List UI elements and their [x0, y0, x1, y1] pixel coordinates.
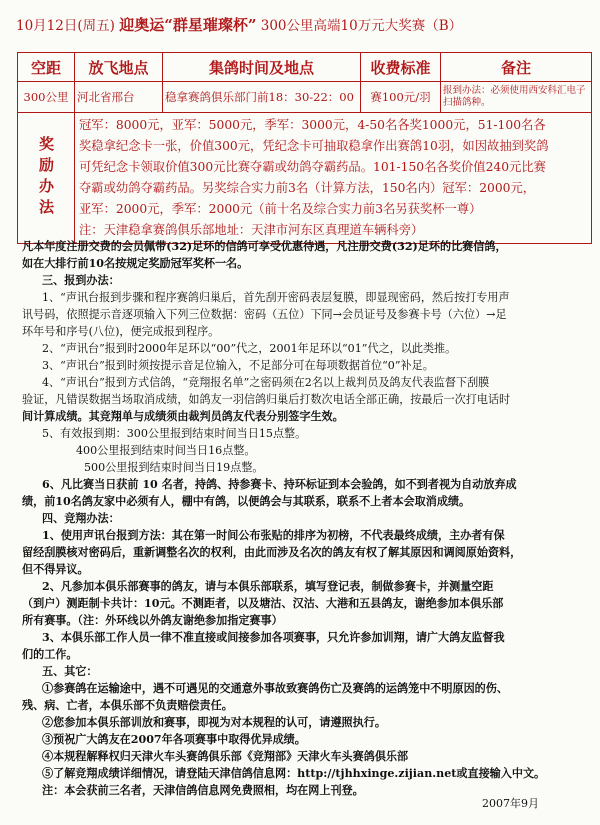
rules-body	[22, 238, 590, 799]
award-line: 冠军：8000元，亚军：5000元，季军：3000元，4-50名各奖1000元，51-100名各	[79, 118, 546, 132]
intro-line-2: 如在大排行前10名按规定奖励冠军奖杯一名。	[22, 257, 249, 270]
s3-line: 环年号和序号(八位)，便完成报到程序。	[22, 325, 220, 338]
section-4-title: 四、竞翔办法：	[42, 512, 120, 525]
s4-line: （到户）测距制卡共计：10元。不测距者，以及塘沽、汉沽、大港和五县鸽友，谢绝参加本俱乐部	[22, 597, 504, 610]
s4-line: 但不得异议。	[22, 563, 89, 576]
title-date: 10月12日(周五)	[16, 18, 115, 34]
s4-line: 3、本俱乐部工作人员一律不准直接或间接参加各项赛事，只允许参加训翔，请广大鸽友监督我	[42, 631, 505, 644]
s3-line: 1、“声讯台报到步骤和程序赛鸽归巢后，首先刮开密码表层复膜，即显现密码，然后按打专用声	[42, 291, 510, 304]
s5-line: ③预祝广大鸽友在2007年各项赛事中取得优异成绩。	[42, 733, 306, 746]
table-header-row	[18, 53, 592, 82]
s3-line: 500公里报到结束时间当日19点整。	[84, 461, 264, 474]
s3-line: 讯号码，依照提示音逐项输入下列三位数据：密码（五位）下同→会员证号及参赛卡号（六位）→足	[22, 308, 507, 321]
header-distance: 空距	[18, 53, 75, 82]
s5-line: ②您参加本俱乐部训放和赛事，即视为对本规程的认可，请遵照执行。	[42, 716, 386, 729]
section-3-title: 三、报到办法：	[42, 274, 120, 287]
s3-line: 绩，前10名鸽友家中必须有人，棚中有鸽，以便鸽会与其联系，联系不上者本会取消成绩。	[22, 495, 471, 508]
s4-line: 2、凡参加本俱乐部赛事的鸽友，请与本俱乐部联系，填写登记表，制做参赛卡，并测量空距	[42, 580, 494, 593]
title-event: 迎奥运“群星璀璨杯”	[119, 16, 257, 34]
s5-line: 残、病、亡者，本俱乐部不负责赔偿责任。	[22, 699, 233, 712]
s3-line: 间计算成绩。其竞翔单与成绩须由裁判员鸽友代表分别签字生效。	[22, 410, 344, 423]
s5-line: ④本规程解释权归天津火车头赛鸽俱乐部《竞翔部》天津火车头赛鸽俱乐部	[42, 750, 409, 763]
cell-collect: 稳拿赛鸽俱乐部门前18：30-22：00	[163, 82, 361, 113]
award-line: 奖稳拿纪念卡一张，价值300元，凭纪念卡可抽取稳拿作出赛鸽10羽，如因故抽到奖鸽	[79, 139, 549, 153]
s3-line: 验证，凡错误数据当场取消成绩，如鸽友一羽信鸽归巢后打数次电话全部正确，按最后一次打电话时	[22, 393, 511, 406]
s4-line: 留经刮膜核对密码后，重新调整名次的权利，由此而涉及名次的鸽友有权了解其原因和调阅原始资料，	[22, 546, 522, 559]
s5-line: ⑤了解竞翔成绩详细情况，请登陆天津信鸽信息网：http://tjhhxinge.zijian.net或直接输入中文。	[42, 767, 546, 780]
footer-date: 2007年9月	[482, 797, 539, 810]
intro-line-1: 凡本年度注册交费的会员佩带(32)足环的信鸽可享受优惠待遇，凡注册交费(32)足环的比赛信鸽，	[22, 240, 507, 253]
award-line: 亚军：2000元，季军：2000元（前十名及综合实力前3名另获奖杯一尊）	[79, 202, 482, 216]
page-title	[16, 14, 591, 35]
race-table	[17, 52, 592, 244]
cell-fee: 赛100元/羽	[361, 82, 441, 113]
s3-line: 6、凡比赛当日获前 10 名者，持鸽、持参赛卡、持环标证到本会验鸽，如不到者视为自动放弃成	[42, 478, 517, 491]
cell-note: 报到办法：必须使用西安科汇电子扫描鸽种。	[441, 82, 592, 113]
cell-distance: 300公里	[18, 82, 75, 113]
title-detail: 300公里高端10万元大奖赛（B）	[260, 18, 463, 34]
s5-line: ①参赛鸽在运输途中，遇不可遇见的交通意外事故致赛鸽伤亡及赛鸽的运鸽笼中不明原因的伤、	[42, 682, 508, 695]
award-label-text: 奖励办法	[37, 136, 55, 220]
header-note: 备注	[441, 53, 592, 82]
section-5-title: 五、其它：	[42, 665, 98, 678]
award-row	[18, 113, 592, 244]
s4-line: 所有赛事。（注：外环线以外鸽友谢绝参加指定赛事）	[22, 614, 283, 627]
award-line: 夺霸或幼鸽夺霸药品。另奖综合实力前3名（计算方法，150名内）冠军：2000元，	[79, 181, 536, 195]
s3-line: 4、“声讯台”报到方式信鸽，“竞翔报名单”之密码须在2名以上裁判员及鸽友代表监督下刮膜	[42, 376, 490, 389]
award-line: 注：天津稳拿赛鸽俱乐部地址：天津市河东区真理道车辆科旁）	[79, 223, 424, 237]
s3-line: 400公里报到结束时间当日16点整。	[76, 444, 256, 457]
s3-line: 5、有效报到期：300公里报到结束时间当日15点整。	[42, 427, 307, 440]
award-line: 可凭纪念卡领取价值300元比赛夺霸或幼鸽夺霸药品。101-150名各奖价值240元比赛	[79, 160, 546, 174]
s5-line: 注：本会获前三名者，天津信鸽信息网免费照相，均在网上刊登。	[42, 784, 364, 797]
table-row	[18, 82, 592, 113]
s3-line: 2、“声讯台”报到时2000年足环以“00”代之，2001年足环以“01”代之，以此类推。	[42, 342, 457, 355]
cell-location: 河北省邢台	[75, 82, 163, 113]
s4-line: 们的工作。	[22, 648, 78, 661]
header-location: 放飞地点	[75, 53, 163, 82]
s4-line: 1、使用声讯台报到方法：其在第一时间公布张贴的排序为初榜，不代表最终成绩，主办者有保	[42, 529, 505, 542]
s3-line: 3、“声讯台”报到时须按提示音足位输入，不足部分可在每项数据首位“0”补足。	[42, 359, 434, 372]
award-lines	[75, 113, 592, 244]
header-collect: 集鸽时间及地点	[163, 53, 361, 82]
header-fee: 收费标准	[361, 53, 441, 82]
award-label	[18, 113, 75, 244]
